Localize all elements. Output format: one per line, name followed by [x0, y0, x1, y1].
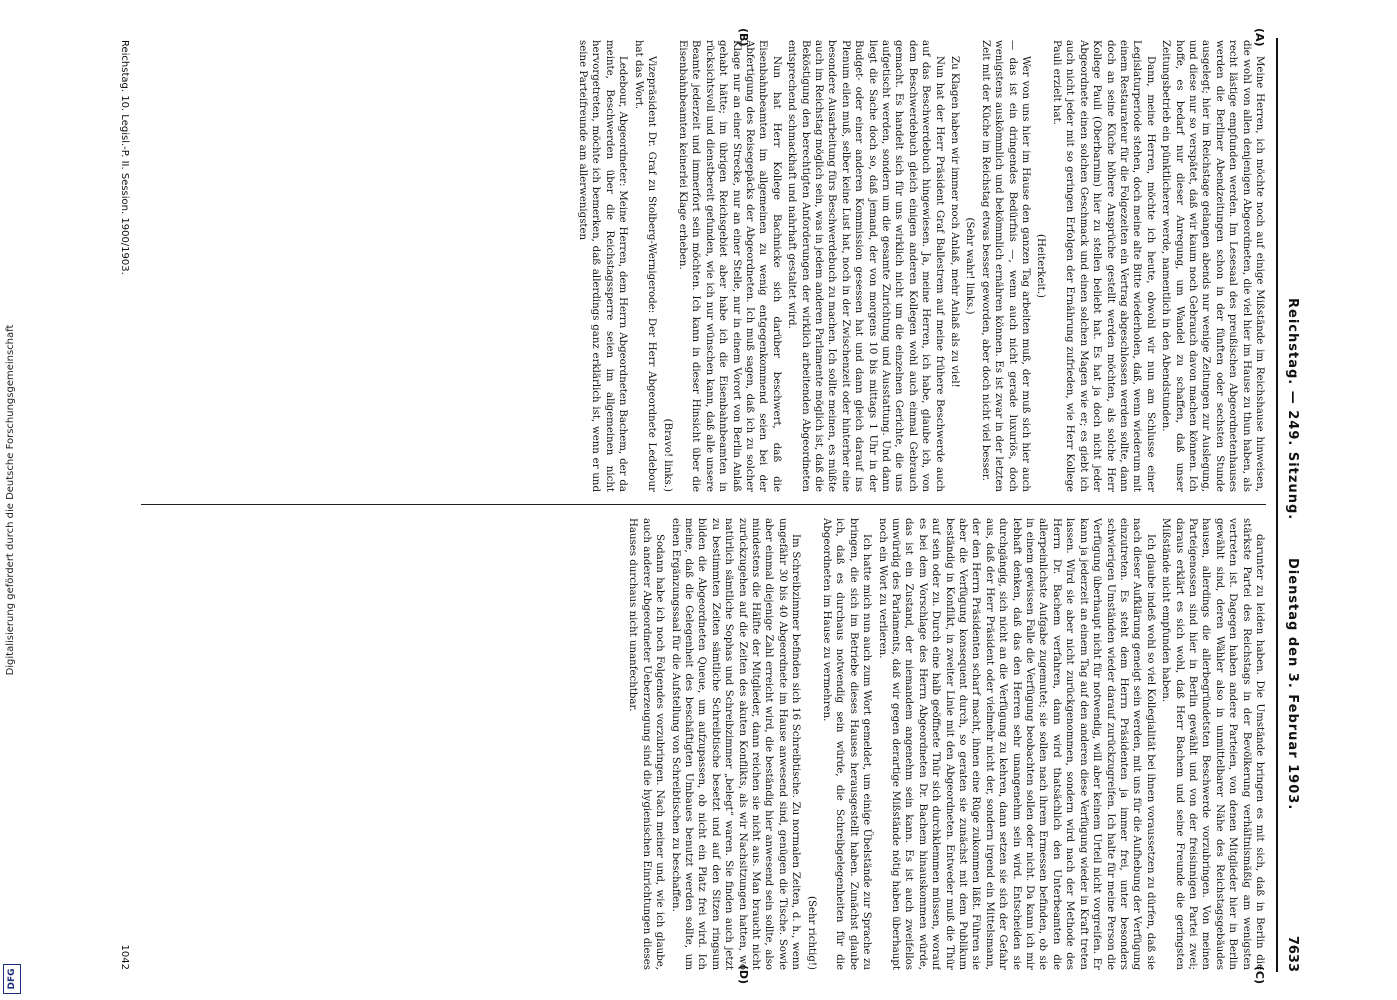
margin-marker-a: (A)	[1253, 28, 1266, 47]
interjection: (Sehr richtig!)	[805, 896, 817, 970]
margin-marker-b: (B)	[737, 28, 750, 47]
paragraph: Ich hatte mich nun auch zum Wort gemeldet, um einige Übelstände zur Sprache zu bringen, die sich im Betriebe dieses Hauses herausgestellt haben. Zunächst glaube ich, daß es durchaus notwendig sein würde, die Schreibgelegenheiten für die Abgeordneten im Hause zu vermehren.	[821, 518, 873, 970]
interjection: (Bravo! links.)	[661, 418, 673, 492]
paragraph: Zu Klagen haben wir immer noch Anlaß, mehr Anlaß als zu viel!	[949, 56, 961, 388]
paragraph: Dann, meine Herren, möchte ich heute, obwohl wir nun am Schlusse einer Legislaturperiode stehen, doch meine alte Bitte wiederholen, daß, wenn wiederum mit einem Restaurateur für die Folgezeiten ein Vertrag abgeschlossen werden sollte, dann doch an seine Küche höhere Ansprüche gestellt werden möchten, als solche Herr Kollege Pauli (Oberbarnim) hier zu stellen beliebt hat. Es hat ja doch nicht jeder Abgeordnete einen solchen Geschmack und einen solchen Magen wie er; es giebt ich auch nicht jeder mit so geringen Erfolgen der Ernährung zufrieden, wie Herr Kollege Pauli erzielt hat.	[1050, 40, 1156, 492]
paragraph: Vizepräsident Dr. Graf zu Stolberg-Wernigerode: Der Herr Abgeordnete Ledebour hat das Wort.	[632, 40, 658, 492]
dfg-logo-text: DFG	[7, 968, 17, 990]
dfg-logo	[3, 964, 21, 994]
header-title-right: Dienstag den 3. Februar 1903.	[1285, 558, 1300, 811]
digitization-strip	[0, 0, 22, 1000]
page-frame	[90, 28, 1310, 984]
left-text-column	[141, 40, 1266, 492]
margin-marker-d: (D)	[737, 964, 750, 984]
header-page-number: 7633	[1285, 935, 1300, 972]
paragraph: Wer von uns hier im Hause den ganzen Tag arbeiten muß, der muß sich hier auch — das ist ein dringendes Bedürfnis —, wenn auch nicht gerade luxuriös, doch wenigstens auskömmlich und bekömmlich ernähren können. Es ist zwar in der letzten Zeit mit der Küche im Reichstag etwas besser geworden, aber doch nicht viel besser.	[979, 40, 1032, 492]
interjection: (Sehr wahr! links.)	[964, 217, 976, 315]
digitization-note: Digitalisierung gefördert durch die Deutsche Forschungsgemeinschaft	[5, 324, 16, 676]
footer-page-number: 1042	[119, 944, 130, 970]
paragraph: darunter zu leiden haben. Die Umstände bringen es mit sich, daß in Berlin die stärkste Partei des Reichstags in der Bevölkerung verhältnismäßig am wenigsten vertreten ist. Dagegen haben andere Parteien, von denen Mitglieder hier in Berlin gewählt sind, deren Wähler also in unmittelbarer Nähe des Reichstagsgebäudes hausen, allerdings die allerbegründetsten Beschwerde vorzubringen. Von meinen Parteigenossen sind hier in Berlin gewählt und von der freisinnigen Partei zwei; daraus erklärt es sich wohl, daß Herr Bachem und seine Freunde die geringsten Mißstände nicht empfunden haben.	[1160, 518, 1265, 970]
paragraph: Nun hat Herr Kollege Bachnicke sich darüber beschwert, daß die Eisenbahnbeamten im allgemeinen zu wenig entgegenkommend seien bei der Abfertigung des Reisegepäcks der Abgeordneten. Ich muß sagen, daß ich zu solcher Klage nur an einer Strecke, nur an einer Stelle, nur in einem Vorort von Berlin Anlaß gehabt hätte; im übrigen Reichsgebiet aber habe ich die Eisenbahnbeamten in rücksichtsvoll und dienstbereit gefunden, wie ich nur wünschen kann, daß alle unsere Beamte jederzeit und immerfort sein möchten. Ich kann in dieser Hinsicht über die Eisenbahnbeamten keinerlei Klage erheben.	[676, 40, 782, 492]
paragraph: Nun hat der Herr Präsident Graf Ballestrem auf meine frühere Beschwerde auch auf das Beschwerdebuch hingewiesen. Ja, meine Herren, ich habe, glaube ich, von dem Beschwerdebuch gleich einigen anderen Kollegen wohl auch einmal Gebrauch gemacht. Es handelt sich für uns wirklich nicht um die einzelnen Gerichte, die uns aufgetischt werden, sondern um die gesamte Zurichtung und Ausstattung. Und dann liegt die Sache doch so, daß jemand, der von morgens 10 bis mittags 1 Uhr in der Budget- oder einer anderen Kommission gesessen hat und dann gleich darauf ins Plenum eilen muß, selber keine Lust hat, noch in der Zwischenzeit oder hinterher eine besondere Ausarbeitung fürs Beschwerdebuch zu machen. Ich sollte meinen, es müßte auch im Reichstag möglich sein, was in jedem anderen Parlamente möglich ist, daß die Beköstigung den berechtigten Anforderungen der wirklich arbeitenden Abgeordneten entsprechend schmackhaft und nahrhaft gestaltet wird.	[786, 40, 945, 492]
column-divider	[141, 504, 1266, 505]
interjection: (Heiterkeit.)	[1035, 234, 1047, 298]
paragraph: Im Schreibzimmer befinden sich 16 Schreibtische. Zu normalen Zeiten, d. h., wenn ungefähr 30 bis 40 Abgeordnete im Hause anwesend sind, genügen die Tische. Sowie aber einmal diejenige Zahl erreicht wird, die beständig hier anwesend sein sollte, also mindestens die Hälfte der Mitglieder, dann reichen sie nicht aus. Man braucht nicht zurückzugehen auf die Zeiten des akuten Konflikts, als wir Nachsitzungen hatten, wo natürlich sämtliche Sophas und Schreibzimmer „belegt“ waren. Sie finden auch jetzt zu bestimmten Zeiten sämtliche Schreibtische besetzt und auf den Sitzen ringsum bilden die Abgeordneten Queue, um aufzupassen, ob nicht ein Platz frei wird. Ich meine, daß die Gelegenheit des beschäftigten Umbaues benutzt werden sollte, um einen Ergänzungssaal für die Aufstellung von Schreibtischen zu beschaffen.	[669, 518, 802, 970]
page-header	[1278, 38, 1304, 972]
footer-session-note: Reichstag. 10. Legisl.-P. II. Session. 1900/1903.	[119, 40, 130, 275]
paragraph: Sodann habe ich noch Folgendes vorzubringen. Nach meiner und, wie ich glaube, auch anderer Abgeordneter Ueberzeugung sind die hygienischen Einrichtungen dieses Hauses durchaus nicht unanfechtbar.	[627, 518, 666, 970]
margin-marker-c: (C)	[1253, 965, 1266, 984]
right-text-column	[141, 518, 1266, 970]
header-rule	[1276, 38, 1278, 972]
paragraph: Ledebour, Abgeordneter: Meine Herren, dem Herrn Abgeordneten Bachem, der da meinte, Beschwerden über die Reichstagssperre seien im allgemeinen nicht hervorgetreten, möchte ich bemerken, daß allerdings ganz erklärlich ist, wenn er und seine Parteifreunde am allerwenigsten	[577, 40, 629, 492]
header-title-left: Reichstag. — 249. Sitzung.	[1285, 298, 1300, 521]
paragraph: Meine Herren, ich möchte noch auf einige Mißstände im Reichshause hinweisen, die wohl von allen denjenigen Abgeordneten, die viel hier im Hause zu thun haben, als recht lästige empfunden werden. Im Lesesaal des preußischen Abgeordnetenhauses werden die Berliner Abendzeitungen schon in der fünften oder sechsten Stunde ausgelegt; hier im Reichstage gelangen abends nur wenige Zeitungen zur Auslegung, und diese nur so verspätet, daß wir kaum noch Gebrauch davon machen können. Ich hoffe, es bedarf nur dieser Anregung, um Wandel zu schaffen, daß unser Zeitungsbetrieb ein pünktlicherer werde, namentlich in den Abendstunden.	[1160, 40, 1265, 492]
paragraph: Ich glaube indeß wohl so viel Kollegialität bei ihnen voraussetzen zu dürfen, daß sie nach dieser Aufklärung geneigt sein werden, mit uns für die Aufhebung der Verfügung einzutreten. Es steht dem Herrn Präsidenten ja immer frei, unter besonders schwierigen Umständen wieder darauf zurückzugreifen. Ich halte für meine Person die Verfügung überhaupt nicht für notwendig, will aber keinem Urteil nicht vorgreifen. Er kann ja jederzeit an einem Tag auf den anderen diese Verfügung wieder in Kraft treten lassen. Wird sie aber nicht zurückgenommen, sondern wird nach der Methode des Herrn Dr. Bachem verfahren, dann wird thatsächlich den Unterbeamten die allerpeinlichste Aufgabe zugemutet; sie sollen nach ihrem Ermessen befinden, ob sie in einem gewissen Falle die Verfügung beobachten sollen oder nicht. Da kann ich mir lebhaft denken, daß das den Herren sehr unangenehm sein wird. Entscheiden sie durchgängig, sich nicht an die Verfügung zu kehren, dann setzen sie sich der Gefahr aus, daß der Herr Präsident oder vielmehr nicht der, sondern irgend ein Mittelsmann, der den Herrn Präsidenten scharf macht, ihnen eine Rüge zukommen läßt. Führen sie aber die Verfügung konsequent durch, so geraten sie zunächst mit dem Publikum beständig in Konflikt, in zweiter Linie mit den Abgeordneten. Entweder muß die Thür auf sein oder zu. Durch eine halb geöffnete Thür sich durchklemmen müssen, worauf es bei dem Vorschlage des Herrn Abgeordneten Dr. Bachem hinauskommen würde, das ist ein Zustand, der niemandem angenehm sein kann. Es ist auch zweifellos unwürdig des Parlaments, daß wir gegen derartige Mißstände nötig haben überhaupt noch ein Wort zu verlieren.	[876, 518, 1156, 970]
document-page	[90, 28, 1310, 984]
